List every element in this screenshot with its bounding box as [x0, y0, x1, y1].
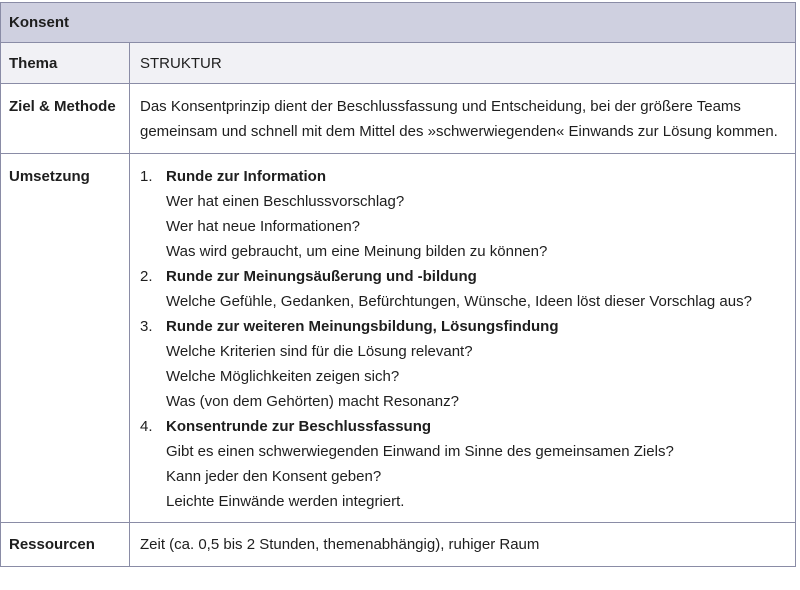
step-title: Konsentrunde zur Beschlussfassung: [166, 418, 432, 435]
step-question: Was wird gebraucht, um eine Meinung bilden zu können?: [166, 243, 548, 260]
step-question: Leichte Einwände werden integriert.: [166, 493, 405, 510]
row-thema: [1, 43, 795, 84]
card-title: Konsent: [1, 3, 795, 43]
row-label-ziel-methode: Ziel & Methode: [1, 84, 130, 153]
step-question: Welche Gefühle, Gedanken, Befürchtungen, Wünsche, Ideen löst dieser Vorschlag aus?: [166, 293, 752, 310]
step-question: Wer hat neue Informationen?: [166, 218, 361, 235]
step-title: Runde zur Information: [166, 168, 326, 185]
row-umsetzung: [1, 154, 795, 523]
step-title: Runde zur weiteren Meinungsbildung, Lösungsfindung: [166, 318, 559, 335]
row-value-ziel-methode: Das Konsentprinzip dient der Beschlussfassung und Entscheidung, bei der größere Teams gemeinsam und schnell mit dem Mittel des »schwerwiegenden« Einwands zur Lösung kommen.: [140, 98, 778, 140]
step-number: 1.: [140, 168, 153, 185]
row-value-thema: STRUKTUR: [140, 55, 222, 72]
step-title: Runde zur Meinungsäußerung und -bildung: [166, 268, 477, 285]
step-question: Was (von dem Gehörten) macht Resonanz?: [166, 393, 459, 410]
step-question: Welche Möglichkeiten zeigen sich?: [166, 368, 400, 385]
step-item: [140, 264, 779, 314]
step-number: 4.: [140, 418, 153, 435]
step-question: Kann jeder den Konsent geben?: [166, 468, 382, 485]
step-number: 2.: [140, 268, 153, 285]
row-label-ressourcen: Ressourcen: [1, 523, 130, 566]
step-question: Wer hat einen Beschlussvorschlag?: [166, 193, 405, 210]
steps-list: [130, 154, 795, 522]
row-label-umsetzung: Umsetzung: [1, 154, 130, 522]
step-item: [140, 164, 779, 264]
step-item: [140, 314, 779, 414]
step-number: 3.: [140, 318, 153, 335]
row-ziel-methode: [1, 84, 795, 154]
step-question: Gibt es einen schwerwiegenden Einwand im Sinne des gemeinsamen Ziels?: [166, 443, 674, 460]
row-ressourcen: [1, 523, 795, 566]
row-label-thema: Thema: [1, 43, 130, 83]
row-value-ressourcen: Zeit (ca. 0,5 bis 2 Stunden, themenabhängig), ruhiger Raum: [140, 536, 540, 553]
step-question: Welche Kriterien sind für die Lösung relevant?: [166, 343, 473, 360]
method-card: [0, 2, 796, 567]
step-item: [140, 414, 779, 514]
